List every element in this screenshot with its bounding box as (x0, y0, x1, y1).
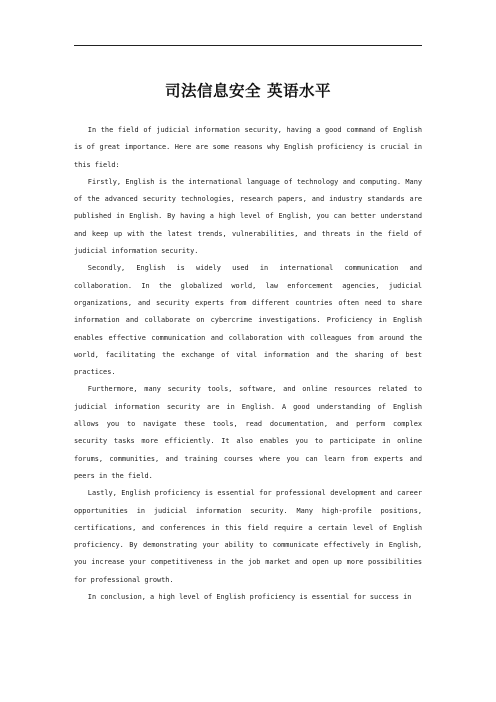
paragraph-furthermore: Furthermore, many security tools, software, and online resources related to judicial information security are in English. A good understanding of English allows you to navigate these tools, read documentation, and perform complex security tasks more efficiently. It also enables you to participate in online forums, communities, and training courses where you can learn from experts and peers in the field. (74, 385, 422, 480)
paragraph-secondly: Secondly, English is widely used in international communication and collaboration. In the globalized world, law enforcement agencies, judicial organizations, and security experts from different countries often need to share information and collaborate on cybercrime investigations. Proficiency in English enables effective communication and collaboration with colleagues from around the world, facilitating the exchange of vital information and the sharing of best practices. (74, 264, 422, 377)
header-rule (74, 45, 422, 46)
paragraph-intro: In the field of judicial information security, having a good command of English is of great importance. Here are some reasons why English proficiency is crucial in this field: (74, 126, 422, 169)
paragraph-firstly: Firstly, English is the international language of technology and computing. Many of the advanced security technologies, research papers, and industry standards are published in English. By having a high level of English, you can better understand and keep up with the latest trends, vulnerabilities, and threats in the field of judicial information security. (74, 177, 422, 256)
document-body (74, 122, 422, 606)
paragraph-lastly: Lastly, English proficiency is essential for professional development and career opportunities in judicial information security. Many high-profile positions, certifications, and conferences in this field require a certain level of English proficiency. By demonstrating your ability to communicate effectively in English, you increase your competitiveness in the job market and open up more possibilities for professional growth. (74, 489, 422, 584)
paragraph-conclusion: In conclusion, a high level of English proficiency is essential for success in (87, 593, 412, 602)
document-title: 司法信息安全 英语水平 (165, 82, 331, 100)
